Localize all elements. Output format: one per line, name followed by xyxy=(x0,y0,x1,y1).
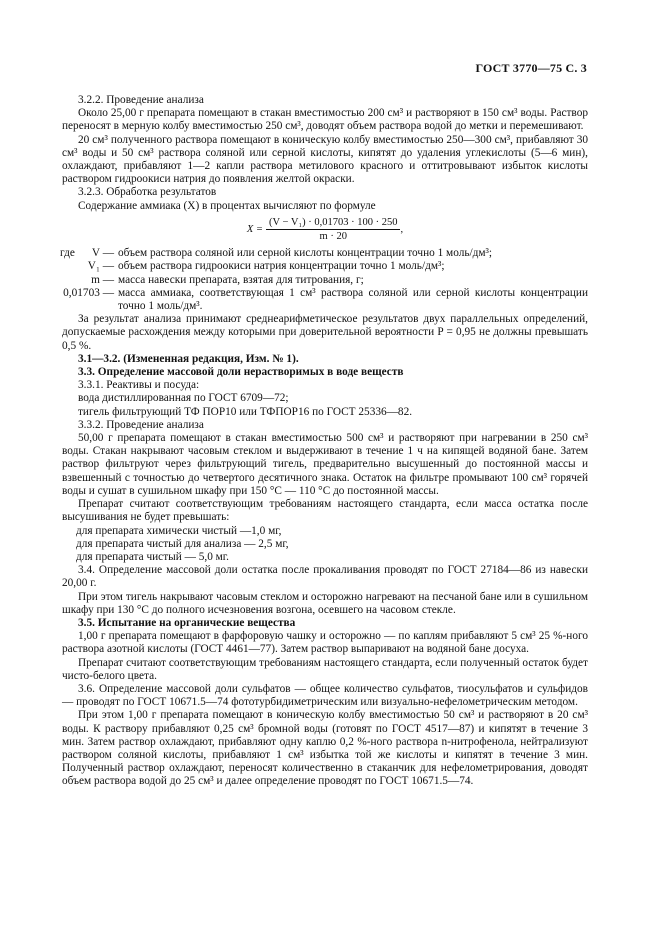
legend-definition: масса аммиака, соответствующая 1 см³ раствора соляной или серной кислоты концентрации точно 1 моль/дм³. xyxy=(118,286,588,313)
section-heading: 3.3.1. Реактивы и посуда: xyxy=(78,379,200,392)
document-body xyxy=(62,94,588,789)
section-heading: 3.3.2. Проведение анализа xyxy=(78,418,204,431)
formula-denominator: m · 20 xyxy=(319,231,347,243)
legend-definition: объем раствора гидроокиси натрия концентрации точно 1 моль/дм³; xyxy=(118,260,445,273)
legend-definition: объем раствора соляной или серной кислоты концентрации точно 1 моль/дм³; xyxy=(118,247,493,260)
paragraph: 50,00 г препарата помещают в стакан вместимостью 500 см³ и растворяют при нагревании в 250 см³ воды. Стакан накрывают часовым стеклом и выдерживают в течение 1 ч на кипящей водяной бане. Затем раствор фильтруют через фильтрующий тигель, предварительно высушенный до постоянной массы и взвешенный с точностью до четвертого десятичного знака. Остаток на фильтре промывают 100 см³ горячей воды и сушат в сушильном шкафу при 150 °С — 110 °С до постоянной массы. xyxy=(62,432,588,497)
paragraph: За результат анализа принимают среднеарифметическое результатов двух параллельных определений, допускаемые расхождения между которыми при доверительной вероятности P = 0,95 не должны превышать 0,5 %. xyxy=(62,313,588,352)
legend-term: V — xyxy=(91,247,114,260)
paragraph: При этом 1,00 г препарата помещают в коническую колбу вместимостью 50 см³ и растворяют в 20 см³ воды. К раствору прибавляют 0,25 см³ бромной воды (готовят по ГОСТ 4517—87) и кипятят в течение 3 мин. Затем раствор охлаждают, прибавляют одну каплю 0,2 %-ного раствора n-нитрофенола, нейтрализуют раствором соляной кислоты, прибавляют 1 см³ избытка той же кислоты и кипятят в течение 3 мин. Полученный раствор охлаждают, переносят количественно в стаканчик для нефелометрирования, доводят объем раствора водой до 25 см³ и далее определение проводят по ГОСТ 10671.5—74. xyxy=(62,709,588,788)
paragraph: 20 см³ полученного раствора помещают в коническую колбу вместимостью 250—300 см³, прибавляют 30 см³ воды и 50 см³ раствора соляной или серной кислоты, кипятят до удаления углекислоты (5—6 мин), охлаждают, прибавляют 1—2 капли раствора метилового красного и оттитровывают избыток кислоты раствором гидроокиси натрия до появления желтой окраски. xyxy=(62,133,588,186)
paragraph: Препарат считают соответствующим требованиям настоящего стандарта, если полученный остаток будет чисто-белого цвета. xyxy=(62,656,588,682)
list-item: тигель фильтрующий ТФ ПОР10 или ТФПОР16 по ГОСТ 25336—82. xyxy=(78,405,413,418)
legend-term: 0,01703 — xyxy=(63,286,114,299)
formula-legend xyxy=(62,247,588,313)
paragraph: Содержание аммиака (X) в процентах вычисляют по формуле xyxy=(78,199,376,212)
paragraph: Препарат считают соответствующим требованиям настоящего стандарта, если масса остатка после высушивания не будет превышать: xyxy=(62,498,588,524)
legend-item xyxy=(62,287,588,313)
paragraph: 3.4. Определение массовой доли остатка после прокаливания проводят по ГОСТ 27184—86 из навески 20,00 г. xyxy=(62,564,588,590)
legend-definition: масса навески препарата, взятая для титрования, г; xyxy=(118,273,364,286)
legend-item xyxy=(62,260,588,273)
paragraph: 1,00 г препарата помещают в фарфоровую чашку и осторожно — по каплям прибавляют 5 см³ 25 %-ного раствора азотной кислоты (ГОСТ 4461—77). Затем раствор выпаривают на водяной бане досуха. xyxy=(62,630,588,656)
list-item: для препарата химически чистый —1,0 мг, xyxy=(76,524,282,537)
list-item: вода дистиллированная по ГОСТ 6709—72; xyxy=(78,392,289,405)
paragraph: При этом тигель накрывают часовым стеклом и осторожно нагревают на песчаной бане или в сушильном шкафу при 130 °С до полного исчезновения возгона, осевшего на часовом стекле. xyxy=(62,590,588,616)
legend-term: V₁ — xyxy=(87,260,114,273)
formula-numerator: (V − V₁) · 0,01703 · 100 · 250 xyxy=(266,216,400,230)
legend-item xyxy=(62,274,588,287)
amendment-note: 3.1—3.2. (Измененная редакция, Изм. № 1). xyxy=(78,352,299,365)
formula-fraction xyxy=(266,216,400,243)
formula xyxy=(62,216,588,243)
paragraph: 3.6. Определение массовой доли сульфатов — общее количество сульфатов, тиосульфатов и сульфидов — проводят по ГОСТ 10671.5—74 фототурбидиметрическим или визуально-нефелометрическим методом. xyxy=(62,682,588,709)
section-heading: 3.3. Определение массовой доли нерастворимых в воде веществ xyxy=(78,366,404,379)
legend-term: m — xyxy=(91,273,114,286)
section-heading: 3.2.2. Проведение анализа xyxy=(78,94,204,106)
formula-tail: , xyxy=(400,223,404,235)
list-item: для препарата чистый — 5,0 мг. xyxy=(76,550,229,563)
legend-item xyxy=(62,247,588,260)
page-header: ГОСТ 3770—75 С. 3 xyxy=(475,61,587,75)
legend-prefix: где xyxy=(60,247,75,260)
section-heading: 3.5. Испытание на органические вещества xyxy=(78,616,296,629)
list-item: для препарата чистый для анализа — 2,5 мг, xyxy=(76,537,289,550)
paragraph: Около 25,00 г препарата помещают в стакан вместимостью 200 см³ и растворяют в 150 см³ воды. Раствор переносят в мерную колбу вместимостью 250 см³, доводят объем раствора водой до метки и перемешивают. xyxy=(62,107,588,133)
section-heading: 3.2.3. Обработка результатов xyxy=(78,186,217,199)
limits-list xyxy=(62,525,588,565)
formula-lhs: X = xyxy=(246,223,263,235)
